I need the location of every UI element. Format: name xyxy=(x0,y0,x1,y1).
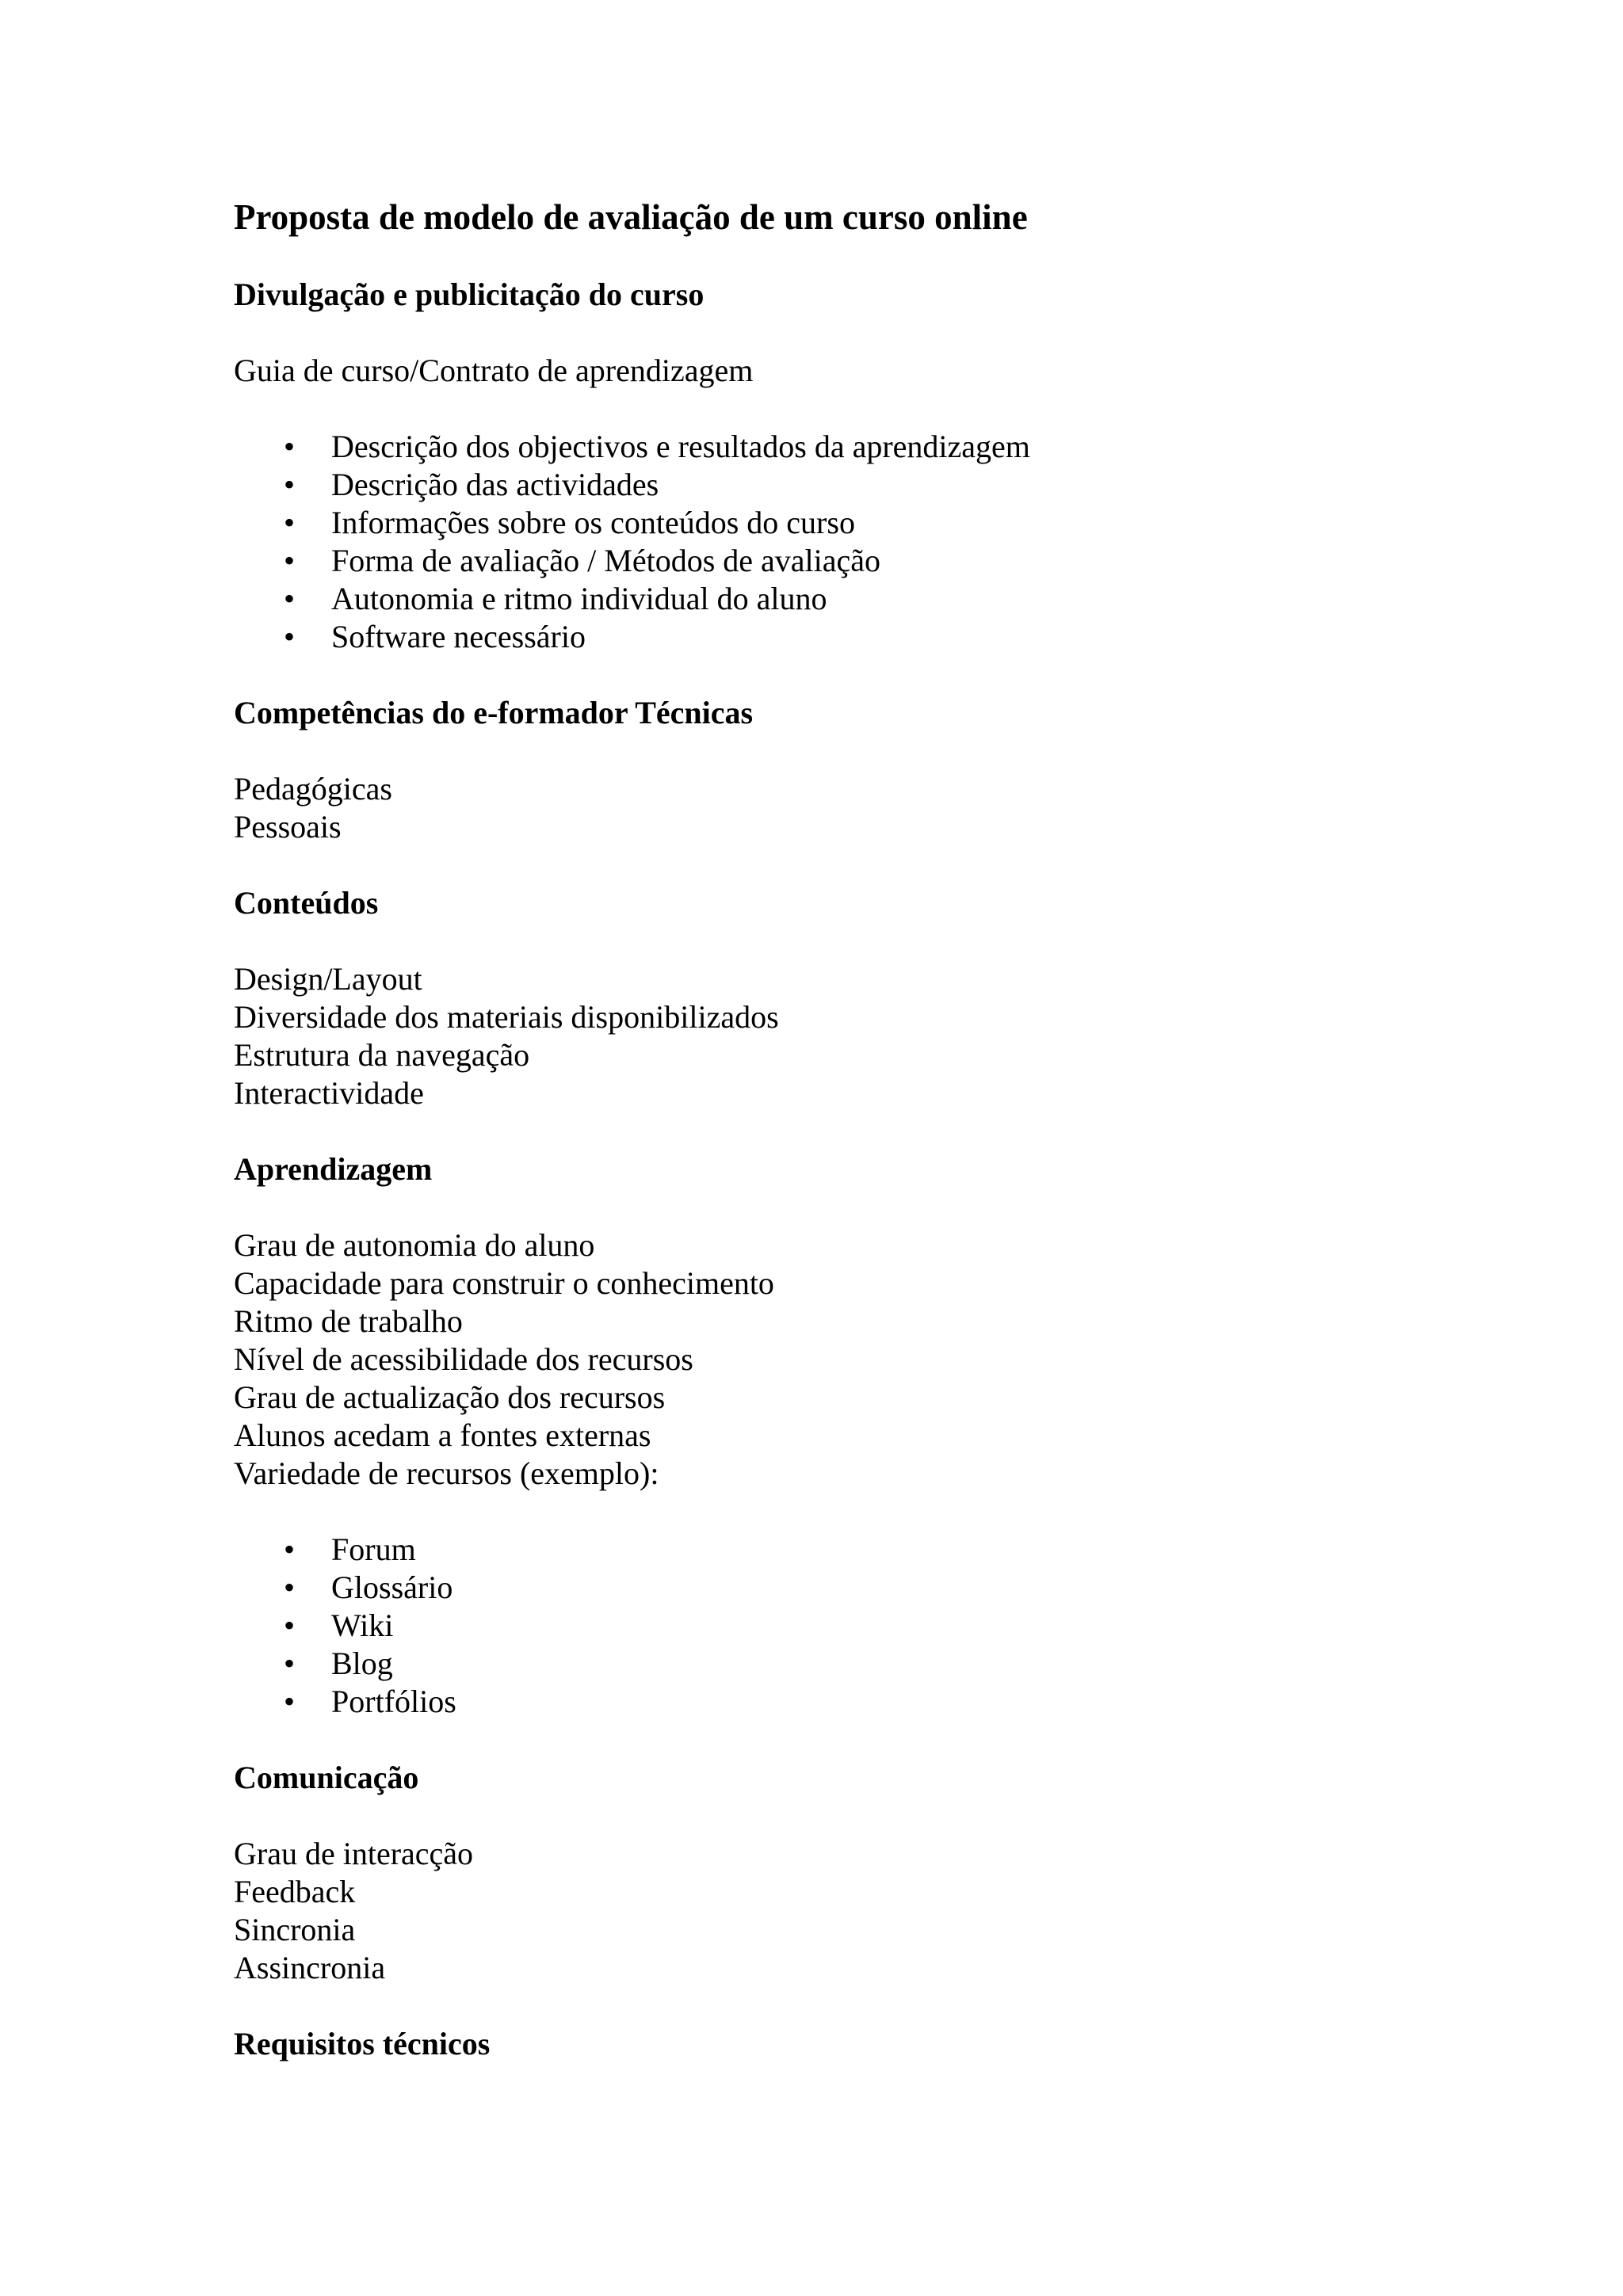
heading-comunicacao: Comunicação xyxy=(234,1760,419,1795)
text-line: Nível de acessibilidade dos recursos xyxy=(234,1341,693,1377)
bullet-glyph: • xyxy=(284,1646,296,1681)
list-item: Forum xyxy=(331,1531,416,1567)
text-line: Pedagógicas xyxy=(234,771,392,807)
text-line: Grau de interacção xyxy=(234,1836,474,1871)
bullet-glyph: • xyxy=(284,1531,296,1567)
text-line: Capacidade para construir o conhecimento xyxy=(234,1265,774,1301)
list-item: Informações sobre os conteúdos do curso xyxy=(331,505,855,540)
bullet-glyph: • xyxy=(284,1569,296,1605)
heading-competencias: Competências do e-formador Técnicas xyxy=(234,695,754,730)
list-item: Descrição das actividades xyxy=(331,467,659,502)
text-line: Diversidade dos materiais disponibilizados xyxy=(234,999,779,1035)
text-line: Alunos acedam a fontes externas xyxy=(234,1417,651,1453)
text-line: Sincronia xyxy=(234,1912,356,1947)
text-line: Variedade de recursos (exemplo): xyxy=(234,1455,659,1491)
bullet-glyph: • xyxy=(284,467,296,502)
page-title: Proposta de modelo de avaliação de um curso online xyxy=(234,197,1028,237)
list-item: Descrição dos objectivos e resultados da aprendizagem xyxy=(331,429,1030,464)
bullet-glyph: • xyxy=(284,505,296,540)
text-line: Grau de actualização dos recursos xyxy=(234,1379,666,1415)
text-line: Interactividade xyxy=(234,1075,424,1111)
list-item: Portfólios xyxy=(331,1684,456,1719)
list-item: Software necessário xyxy=(331,619,586,654)
bullet-glyph: • xyxy=(284,1684,296,1719)
list-item: Glossário xyxy=(331,1569,453,1605)
heading-requisitos: Requisitos técnicos xyxy=(234,2026,491,2061)
subheading-guia-curso: Guia de curso/Contrato de aprendizagem xyxy=(234,353,754,388)
list-item: Forma de avaliação / Métodos de avaliação xyxy=(331,543,881,578)
text-line: Estrutura da navegação xyxy=(234,1037,530,1073)
list-item: Wiki xyxy=(331,1608,394,1643)
bullet-glyph: • xyxy=(284,619,296,654)
list-item: Autonomia e ritmo individual do aluno xyxy=(331,581,827,616)
bullet-glyph: • xyxy=(284,1608,296,1643)
heading-conteudos: Conteúdos xyxy=(234,885,379,921)
bullet-glyph: • xyxy=(284,581,296,616)
text-line: Pessoais xyxy=(234,809,342,845)
text-line: Feedback xyxy=(234,1874,356,1909)
heading-divulgacao: Divulgação e publicitação do curso xyxy=(234,277,705,312)
text-line: Design/Layout xyxy=(234,961,422,997)
bullet-glyph: • xyxy=(284,543,296,578)
text-line: Grau de autonomia do aluno xyxy=(234,1227,595,1263)
bullet-glyph: • xyxy=(284,429,296,464)
heading-aprendizagem: Aprendizagem xyxy=(234,1151,433,1187)
text-line: Ritmo de trabalho xyxy=(234,1303,463,1339)
list-item: Blog xyxy=(331,1646,393,1681)
text-line: Assincronia xyxy=(234,1950,386,1985)
